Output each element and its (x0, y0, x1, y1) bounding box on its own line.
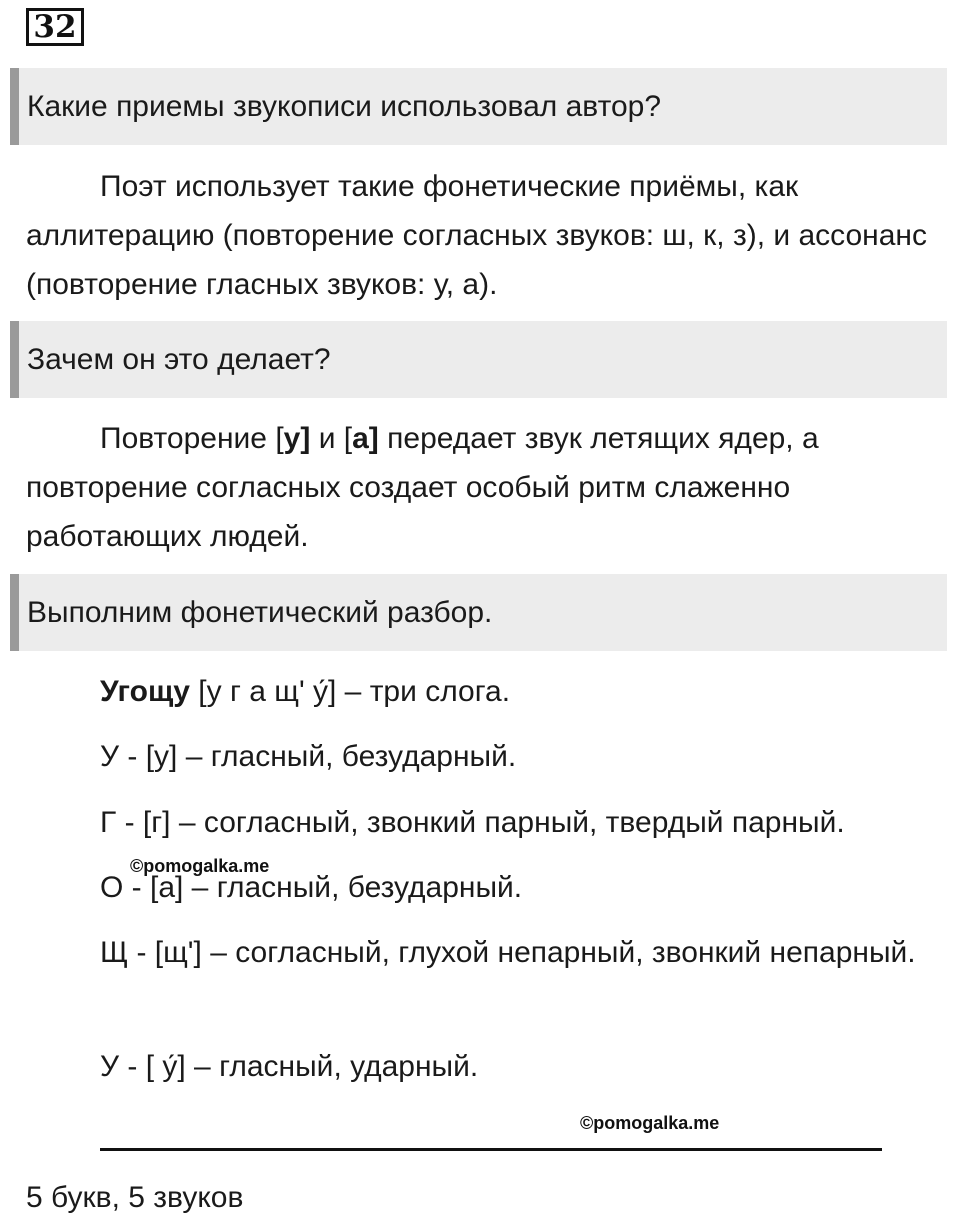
footer-summary: 5 букв, 5 звуков (26, 1181, 244, 1214)
analysis-line (26, 928, 936, 977)
analysis-word-line (100, 672, 510, 712)
answer-part3: передает звук летящих ядер, а повторение согласных создает особый ритм слаженно работающих людей. (26, 422, 819, 553)
analysis-line-text: Щ - [щ'] – согласный, глухой непарный, звонкий непарный. (100, 936, 916, 969)
answer-text: Поэт использует такие фонетические приёмы, как аллитерацию (повторение согласных звуков: ш, к, з), и ассонанс (повторение гласных звуков: у, а). (26, 170, 927, 301)
answer-purpose (26, 414, 936, 561)
question-phonetic-analysis (10, 574, 947, 651)
analysis-word: Угощу (100, 675, 190, 708)
divider (100, 1148, 882, 1151)
question-text: Какие приемы звукописи использовал автор? (27, 89, 662, 123)
answer-part1: Повторение [ (100, 422, 284, 455)
question-sound-devices (10, 68, 947, 145)
page-number: 32 (26, 8, 84, 46)
question-text: Выполним фонетический разбор. (27, 595, 493, 629)
answer-bold-a: а] (352, 422, 379, 455)
question-text: Зачем он это делает? (27, 342, 331, 376)
analysis-transcription: [у г а щ' у́] – три слога. (189, 675, 511, 708)
answer-bold-u: у] (283, 422, 311, 455)
watermark: ©pomogalka.me (580, 1113, 720, 1133)
analysis-line: Г - [г] – согласный, звонкий парный, твердый парный. (100, 806, 845, 839)
question-purpose (10, 321, 947, 398)
analysis-line: У - [ у́] – гласный, ударный. (100, 1050, 479, 1083)
analysis-line: О - [а] – гласный, безударный. (100, 871, 523, 904)
analysis-line: У - [у] – гласный, безударный. (100, 740, 517, 773)
watermark: ©pomogalka.me (130, 856, 270, 876)
answer-sound-devices (26, 162, 936, 309)
answer-part2: и [ (310, 422, 353, 455)
